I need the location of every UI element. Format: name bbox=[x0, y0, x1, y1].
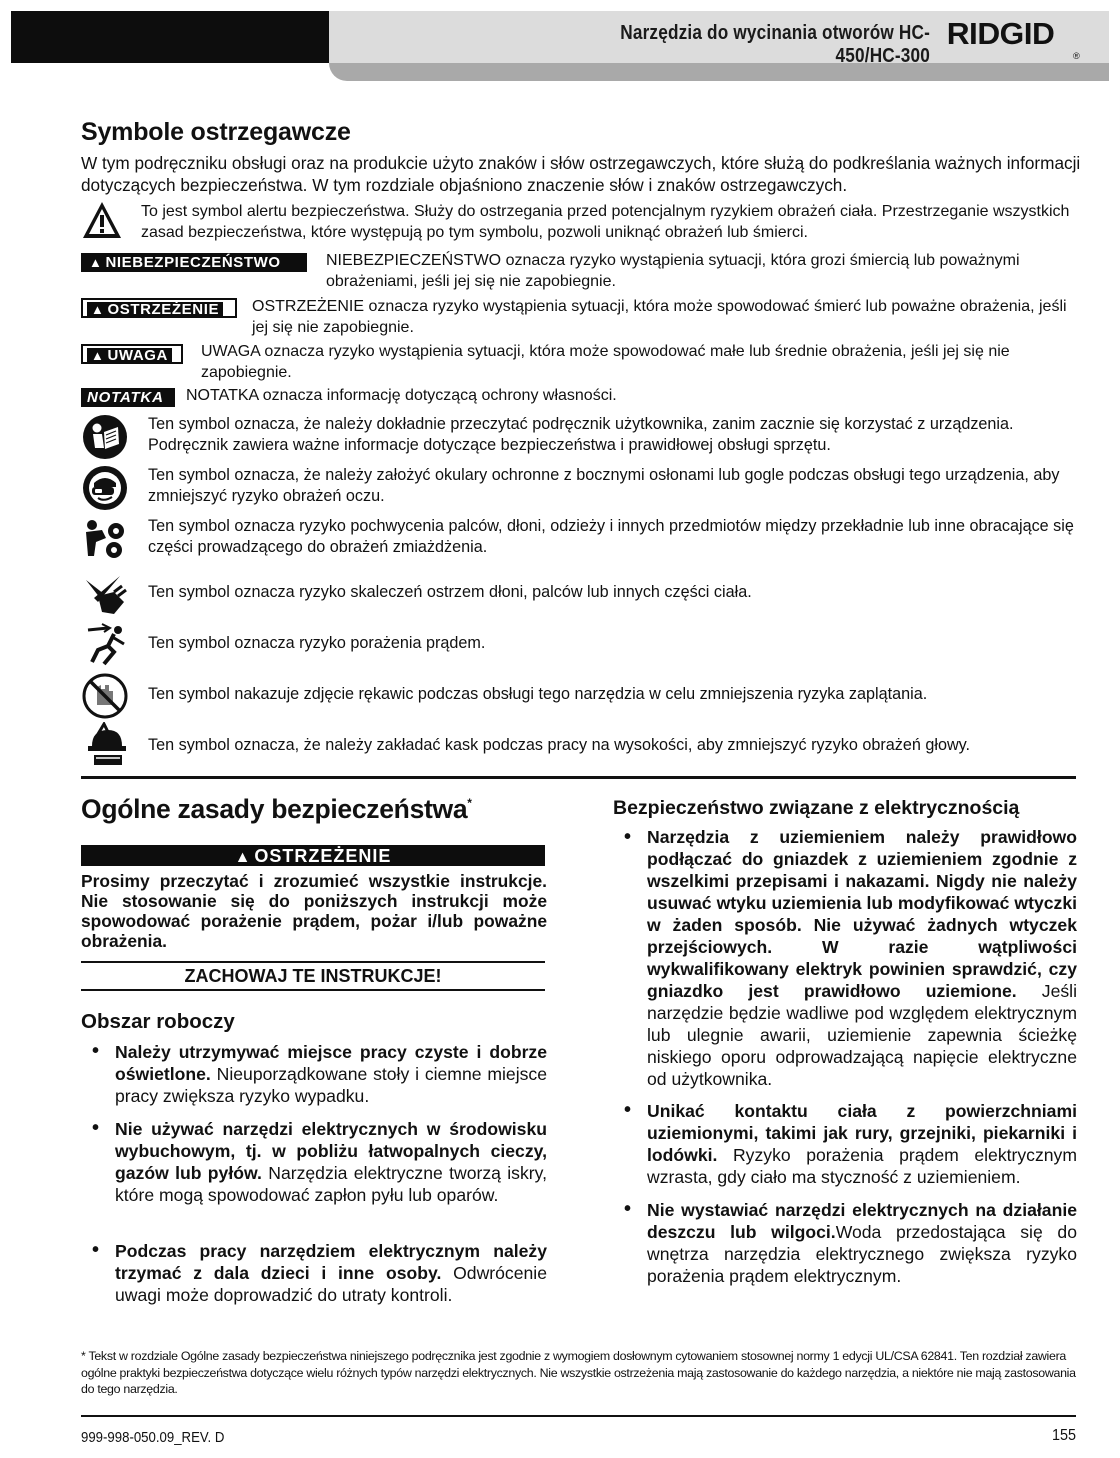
ridgid-logo: RIDGID ® bbox=[946, 16, 1080, 61]
no-gloves-icon bbox=[82, 673, 128, 719]
symbols-intro: W tym podręczniku obsługi oraz na produkcie użyto znaków i słów ostrzegawczych, które służą do podkreślania ważnych informacji dotyczących bezpieczeństwa. W tym rozdziale objaśniono znaczenie słów i znaków ostrzegawczych. bbox=[81, 153, 1081, 195]
section-divider bbox=[81, 776, 1076, 779]
electrical-heading: Bezpieczeństwo związane z elektrycznością bbox=[613, 797, 1020, 819]
symbols-heading: Symbole ostrzegawcze bbox=[81, 118, 351, 146]
warning-text: OSTRZEŻENIE oznacza ryzyko wystąpienia sytuacji, która może spowodować śmierć lub poważne obrażenia, jeśli jej się nie zapobiegnie. bbox=[252, 298, 1067, 336]
bullet-dot: • bbox=[92, 1239, 100, 1261]
badge-notice: NOTATKA bbox=[81, 388, 175, 407]
footnote: * Tekst w rozdziale Ogólne zasady bezpieczeństwa niniejszego podręcznika jest zgodnie z wymogiem dosłownym cytowaniem stosownej normy 1 edycji UL/CSA 62841. Ten rozdział zawiera ogólne praktyki bezpieczeństwa dotyczące wielu różnych typów narzędzi elektrycznych. Nie wszystkie ostrzeżenia mają zastosowanie do każdego narzędzia, a niektóre nie mają zastosowania do tego narzędzia. bbox=[81, 1349, 1076, 1396]
general-warning-text: Prosimy przeczytać i zrozumieć wszystkie instrukcje. Nie stosowanie się do poniższych instrukcji może spowodować porażenie prądem, pożar i/lub poważne obrażenia. bbox=[81, 871, 547, 951]
caution-text: UWAGA oznacza ryzyko wystąpienia sytuacji, która może spowodować małe lub średnie obrażenia, jeśli jej się nie zapobiegnie. bbox=[201, 343, 1010, 381]
badge-warning: ▲ OSTRZEŻENIE bbox=[81, 298, 237, 318]
cut-hazard-icon bbox=[84, 572, 130, 618]
work-area-bullet-2: Nie używać narzędzi elektrycznych w środowisku wybuchowym, tj. w pobliżu łatwopalnych cieczy, gazów lub pyłów. Narzędzia elektryczne tworzą iskry, które mogą spowodować zapłon pyłu lub oparów. bbox=[115, 1119, 547, 1205]
hard-hat-text: Ten symbol oznacza, że należy zakładać kask podczas pracy na wysokości, aby zmniejszyć ryzyko obrażeń głowy. bbox=[148, 736, 971, 754]
general-warning-bar: ▲ OSTRZEŻENIE bbox=[81, 845, 545, 866]
hard-hat-icon bbox=[86, 722, 132, 768]
electric-shock-text: Ten symbol oznacza ryzyko porażenia prądem. bbox=[148, 634, 486, 652]
page-number: 155 bbox=[1051, 1427, 1076, 1444]
bullet-dot: • bbox=[92, 1040, 100, 1062]
badge-danger: ▲ NIEBEZPIECZEŃSTWO bbox=[81, 253, 307, 272]
read-manual-icon bbox=[82, 414, 128, 460]
badge-caution: ▲ UWAGA bbox=[81, 344, 183, 364]
bullet-dot: • bbox=[92, 1117, 100, 1139]
footer-rule bbox=[81, 1415, 1076, 1417]
work-area-heading: Obszar roboczy bbox=[81, 1010, 235, 1033]
danger-text: NIEBEZPIECZEŃSTWO oznacza ryzyko wystąpienia sytuacji, która grozi śmiercią lub poważnymi obrażeniami, jeśli jej się nie zapobiegnie. bbox=[326, 252, 1020, 290]
document-number: 999-998-050.09_REV. D bbox=[81, 1429, 225, 1446]
cut-hazard-text: Ten symbol oznacza ryzyko skaleczeń ostrzem dłoni, palców lub innych części ciała. bbox=[148, 583, 752, 601]
work-area-bullet-1: Należy utrzymywać miejsce pracy czyste i dobrze oświetlone. Nieuporządkowane stoły i ciemne miejsce pracy zwiększa ryzyko wypadku. bbox=[115, 1042, 547, 1106]
no-gloves-text: Ten symbol nakazuje zdjęcie rękawic podczas obsługi tego narzędzia w celu zmniejszenia ryzyka zaplątania. bbox=[148, 685, 928, 703]
safety-alert-icon bbox=[81, 200, 123, 240]
bullet-dot: • bbox=[624, 1099, 632, 1121]
header-title: Narzędzia do wycinania otworów HC-450/HC-300 bbox=[620, 22, 930, 67]
header-black-band bbox=[11, 11, 329, 63]
gear-crush-icon bbox=[82, 516, 128, 562]
work-area-bullet-3: Podczas pracy narzędziem elektrycznym należy trzymać z dala dzieci i inne osoby. Odwrócenie uwagi może doprowadzić do utraty kontroli. bbox=[115, 1241, 547, 1305]
notice-text: NOTATKA oznacza informację dotyczącą ochrony własności. bbox=[186, 387, 617, 404]
keep-instructions: ZACHOWAJ TE INSTRUKCJE! bbox=[81, 961, 545, 991]
general-safety-heading: Ogólne zasady bezpieczeństwa* bbox=[81, 794, 472, 824]
safety-glasses-icon bbox=[82, 465, 128, 511]
electrical-bullet-3: Nie wystawiać narzędzi elektrycznych na działanie deszczu lub wilgoci.Woda przedostająca się do wnętrza narzędzia elektrycznego zwiększa ryzyko porażenia prądem elektrycznym. bbox=[647, 1200, 1077, 1286]
gear-crush-text: Ten symbol oznacza ryzyko pochwycenia palców, dłoni, odzieży i innych przedmiotów między przekładnie lub inne obracające się części prowadzącego do obrażeń zmiażdżenia. bbox=[148, 517, 1074, 556]
alert-text: To jest symbol alertu bezpieczeństwa. Służy do ostrzegania przed potencjalnym ryzykiem obrażeń ciała. Przestrzeganie wszystkich zasad bezpieczeństwa, które występują po tym symbolu, pozwoli uniknąć obrażeń lub śmierci. bbox=[141, 203, 1070, 241]
electrical-bullet-2: Unikać kontaktu ciała z powierzchniami uziemionymi, takimi jak rury, grzejniki, piekarniki i lodówki. Ryzyko porażenia prądem elektrycznym wzrasta, gdy ciało ma styczność z uziemieniem. bbox=[647, 1101, 1077, 1187]
bullet-dot: • bbox=[624, 826, 632, 848]
electrical-bullet-1: Narzędzia z uziemieniem należy prawidłowo podłączać do gniazdek z uziemieniem zgodnie z wszelkimi przepisami i nakazami. Nigdy nie należy usuwać wtyku uziemienia lub modyfikować wtyczki w żaden sposób. Nie używać żadnych wtyczek przejściowych. W razie wątpliwości wykwalifikowany elektryk powinien sprawdzić, czy gniazdko jest prawidłowo uziemione. Jeśli narzędzie będzie wadliwe pod względem elektrycznym lub ulegnie awarii, uziemienie zapewnia ścieżkę niskiego oporu odprowadzającą napięcie elektryczne od użytkownika. bbox=[647, 827, 1077, 1089]
bullet-dot: • bbox=[624, 1198, 632, 1220]
read-manual-text: Ten symbol oznacza, że należy dokładnie przeczytać podręcznik użytkownika, zanim zacznie się korzystać z urządzenia. Podręcznik zawiera ważne informacje dotyczące bezpieczeństwa i prawidłowej obsługi sprzętu. bbox=[148, 415, 1014, 454]
safety-glasses-text: Ten symbol oznacza, że należy założyć okulary ochronne z bocznymi osłonami lub gogle podczas obsługi tego urządzenia, aby zmniejszyć ryzyko obrażeń oczu. bbox=[148, 466, 1060, 505]
electric-shock-icon bbox=[84, 622, 130, 668]
